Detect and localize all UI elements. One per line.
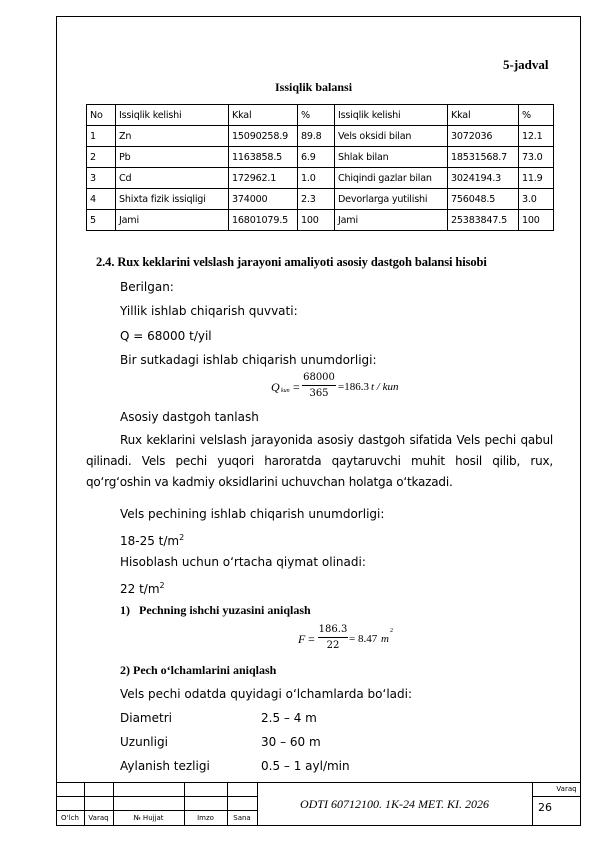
dims-intro: Vels pechi odatda quyidagi o‘lchamlarda bo‘ladi: — [120, 687, 412, 701]
table-row — [87, 147, 554, 168]
average-value — [120, 579, 165, 596]
formula-equals: = — [293, 380, 300, 394]
table-cell: 2 — [87, 147, 116, 168]
table-cell: 25383847.5 — [448, 210, 519, 231]
document-code: ODTI 60712100. 1K-24 MET. KI. 2026 — [299, 797, 490, 811]
average-value-text: 22 t/m — [120, 582, 160, 596]
table-cell: 3 — [87, 168, 116, 189]
given-label: Berilgan: — [120, 280, 174, 294]
productivity-range-text: 18-25 t/m — [120, 534, 180, 548]
average-label: Hisoblash uchun o‘rtacha qiymat olinadi: — [120, 555, 366, 569]
stamp-col-label: № Hujjat — [133, 814, 164, 822]
formula-result: =186.3 — [338, 381, 369, 393]
table-cell: 756048.5 — [448, 189, 519, 210]
stamp-col-label: O‘lch — [61, 814, 79, 822]
formula-lhs-sub: kun — [281, 388, 290, 394]
formula-unit: t / kun — [371, 381, 399, 393]
table-cell: 1 — [87, 126, 116, 147]
fraction-bar — [302, 385, 336, 386]
table-cell: 100 — [519, 210, 554, 231]
table-header-cell: % — [519, 105, 554, 126]
table-header-cell: % — [298, 105, 335, 126]
table-cell: 1163858.5 — [229, 147, 298, 168]
dim-label: Diametri — [120, 711, 172, 725]
table-header-cell: Kkal — [448, 105, 519, 126]
stamp-col-label: Varaq — [88, 814, 109, 822]
formula-denominator: 365 — [309, 388, 329, 399]
table-cell: Devorlarga yutilishi — [335, 189, 448, 210]
formula2-unit: m — [381, 633, 389, 645]
table-cell: 15090258.9 — [229, 126, 298, 147]
table-cell: 3024194.3 — [448, 168, 519, 189]
dim-label: Aylanish tezligi — [120, 759, 210, 773]
table-cell: Cd — [116, 168, 229, 189]
description-paragraph — [86, 430, 553, 493]
formula2-denominator: 22 — [326, 640, 340, 651]
table-header-cell: Kkal — [229, 105, 298, 126]
capacity-value: Q = 68000 t/yil — [120, 329, 212, 343]
table-cell: Shlak bilan — [335, 147, 448, 168]
table-cell: 1.0 — [298, 168, 335, 189]
table-cell: 374000 — [229, 189, 298, 210]
table-cell: 16801079.5 — [229, 210, 298, 231]
superscript: 2 — [159, 581, 165, 590]
table-row — [87, 210, 554, 231]
table-cell: Shixta fizik issiqligi — [116, 189, 229, 210]
formula2-equals: = — [308, 632, 315, 646]
table-row — [87, 189, 554, 210]
table-cell: 3072036 — [448, 126, 519, 147]
formula-numerator: 68000 — [303, 372, 335, 383]
table-title: Issiqlik balansi — [275, 80, 353, 94]
stamp-col-label: Imzo — [197, 814, 214, 822]
formula2-lhs: F — [298, 632, 306, 646]
table-header-cell: No — [87, 105, 116, 126]
table-row — [87, 126, 554, 147]
stamp-col-label: Sana — [233, 814, 251, 822]
superscript: 2 — [179, 533, 185, 542]
table-cell: 89.8 — [298, 126, 335, 147]
table-header-row — [87, 105, 554, 126]
dim-label: Uzunligi — [120, 735, 168, 749]
table-row — [87, 168, 554, 189]
table-cell: 11.9 — [519, 168, 554, 189]
table-cell: 4 — [87, 189, 116, 210]
step1-heading: Pechning ishchi yuzasini aniqlash — [139, 603, 311, 617]
table-number: 5-jadval — [503, 57, 549, 72]
step2-heading: 2) Pech o‘lchamlarini aniqlash — [120, 663, 277, 677]
stamp-divider — [56, 782, 581, 783]
table-cell: Vels oksidi bilan — [335, 126, 448, 147]
sheet-label: Varaq — [556, 785, 577, 793]
table-cell: 100 — [298, 210, 335, 231]
table-cell: 3.0 — [519, 189, 554, 210]
table-cell: 6.9 — [298, 147, 335, 168]
table-cell: Jami — [116, 210, 229, 231]
fraction-bar — [318, 637, 348, 638]
formula2-result: = 8.47 — [349, 633, 378, 645]
formula2-numerator: 186.3 — [318, 624, 348, 635]
table-cell: 172962.1 — [229, 168, 298, 189]
dim-value: 2.5 – 4 m — [261, 711, 317, 725]
section-heading: 2.4. Rux keklarini velslash jarayoni amaliyoti asosiy dastgoh balansi hisobi — [96, 255, 487, 269]
table-cell: Chiqindi gazlar bilan — [335, 168, 448, 189]
productivity-label: Vels pechining ishlab chiqarish unumdorligi: — [120, 507, 385, 521]
table-cell: 12.1 — [519, 126, 554, 147]
choose-main-label: Asosiy dastgoh tanlash — [120, 410, 259, 424]
productivity-range — [120, 531, 184, 548]
sheet-number: 26 — [538, 801, 552, 814]
capacity-label: Yillik ishlab chiqarish quvvati: — [120, 304, 298, 318]
daily-label: Bir sutkadagi ishlab chiqarish unumdorligi: — [120, 353, 377, 367]
formula-lhs: Q — [271, 380, 280, 394]
step1-number: 1) — [120, 603, 130, 617]
formula2-unit-sup: 2 — [390, 628, 393, 634]
dim-value: 0.5 – 1 ayl/min — [261, 759, 350, 773]
table-cell: 5 — [87, 210, 116, 231]
table-cell: Jami — [335, 210, 448, 231]
dim-value: 30 – 60 m — [261, 735, 321, 749]
stamp-divider — [532, 796, 581, 797]
table-cell: Pb — [116, 147, 229, 168]
table-cell: Zn — [116, 126, 229, 147]
heat-balance-table — [86, 104, 554, 231]
table-cell: 2.3 — [298, 189, 335, 210]
table-header-cell: Issiqlik kelishi — [335, 105, 448, 126]
table-cell: 73.0 — [519, 147, 554, 168]
paragraph-text: Rux keklarini velslash jarayonida asosiy dastgoh sifatida Vels pechi qabul qilinadi. Vels pechi yuqori haroratda qaytaruvchi muhit hosil qilib, rux, qo‘rg‘oshin va kadmiy oksidlarini uchuvchan holatga o‘tkazadi. — [86, 433, 553, 489]
table-header-cell: Issiqlik kelishi — [116, 105, 229, 126]
table-cell: 18531568.7 — [448, 147, 519, 168]
